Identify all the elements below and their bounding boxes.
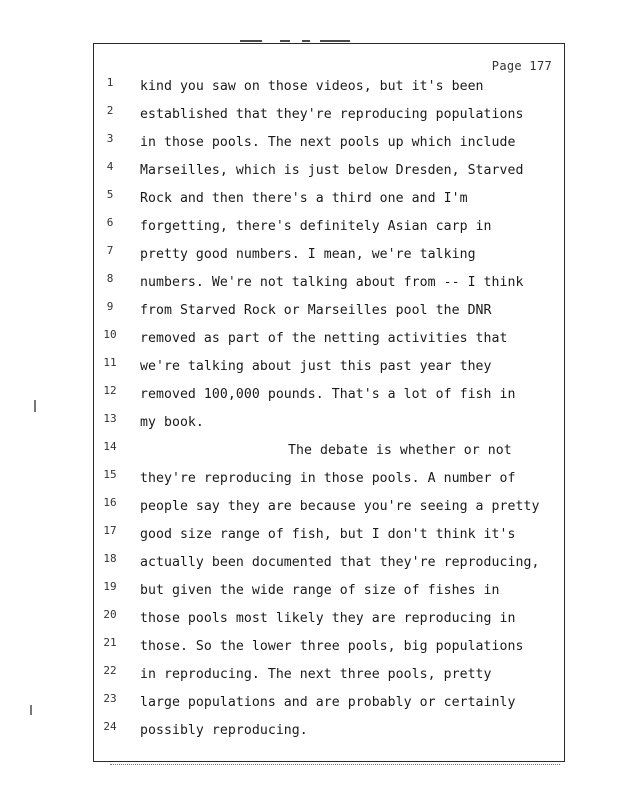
transcript-line [98,213,563,241]
line-number: 8 [106,272,114,285]
transcript-line [98,521,563,549]
line-text: removed 100,000 pounds. That's a lot of fish in [140,387,516,402]
transcript-line [98,689,563,717]
line-number: 22 [103,664,117,677]
line-text: actually been documented that they're reproducing, [140,555,540,570]
line-number: 13 [103,412,117,425]
line-text: in those pools. The next pools up which include [140,135,516,150]
line-number: 12 [103,384,117,397]
page-number: Page 177 [491,59,552,73]
line-number: 11 [103,356,117,369]
transcript-line [98,325,563,353]
line-text: from Starved Rock or Marseilles pool the DNR [140,303,492,318]
transcript-line [98,73,563,101]
transcript-line [98,605,563,633]
line-text: large populations and are probably or certainly [140,695,516,710]
scan-top-marks [240,40,350,44]
line-text: established that they're reproducing populations [140,107,524,122]
line-text: kind you saw on those videos, but it's been [140,79,484,94]
transcript-line [98,549,563,577]
line-text: they're reproducing in those pools. A number of [140,471,516,486]
line-text: Rock and then there's a third one and I'm [140,191,468,206]
line-text: those pools most likely they are reproducing in [140,611,516,626]
line-number: 4 [106,160,114,173]
line-text: my book. [140,415,204,430]
line-text: in reproducing. The next three pools, pretty [140,667,492,682]
line-text: numbers. We're not talking about from -- I think [140,275,524,290]
line-text: Marseilles, which is just below Dresden, Starved [140,163,524,178]
line-number: 3 [106,132,114,145]
transcript-line [98,269,563,297]
line-text: but given the wide range of size of fishes in [140,583,500,598]
line-number: 9 [106,300,114,313]
transcript-line [98,157,563,185]
transcript-line [98,409,563,437]
transcript-body [98,73,563,745]
line-number: 2 [106,104,114,117]
line-text: The debate is whether or not [288,443,512,458]
transcript-line [98,353,563,381]
line-number: 10 [103,328,117,341]
line-text: those. So the lower three pools, big populations [140,639,524,654]
line-text: forgetting, there's definitely Asian carp in [140,219,492,234]
line-number: 20 [103,608,117,621]
line-text: removed as part of the netting activities that [140,331,508,346]
line-number: 19 [103,580,117,593]
line-number: 23 [103,692,117,705]
transcript-line [98,381,563,409]
line-text: we're talking about just this past year they [140,359,492,374]
transcript-line [98,717,563,745]
transcript-line [98,101,563,129]
line-number: 18 [103,552,117,565]
line-number: 1 [106,76,114,89]
line-text: pretty good numbers. I mean, we're talking [140,247,476,262]
line-number: 6 [106,216,114,229]
line-number: 14 [103,440,117,453]
line-text: possibly reproducing. [140,723,308,738]
line-number: 15 [103,468,117,481]
line-number: 7 [106,244,114,257]
transcript-line [98,633,563,661]
transcript-line [98,465,563,493]
transcript-line [98,661,563,689]
transcript-line [98,297,563,325]
transcript-line [98,185,563,213]
transcript-line [98,437,563,465]
scan-margin-mark [30,705,32,715]
line-number: 17 [103,524,117,537]
transcript-line [98,129,563,157]
line-number: 24 [103,720,117,733]
scan-bottom-noise [110,764,560,769]
transcript-line [98,241,563,269]
transcript-line [98,577,563,605]
line-number: 21 [103,636,117,649]
scan-margin-mark [34,400,36,412]
transcript-line [98,493,563,521]
line-number: 5 [106,188,114,201]
line-number: 16 [103,496,117,509]
line-text: good size range of fish, but I don't think it's [140,527,516,542]
line-text: people say they are because you're seeing a pretty [140,499,540,514]
